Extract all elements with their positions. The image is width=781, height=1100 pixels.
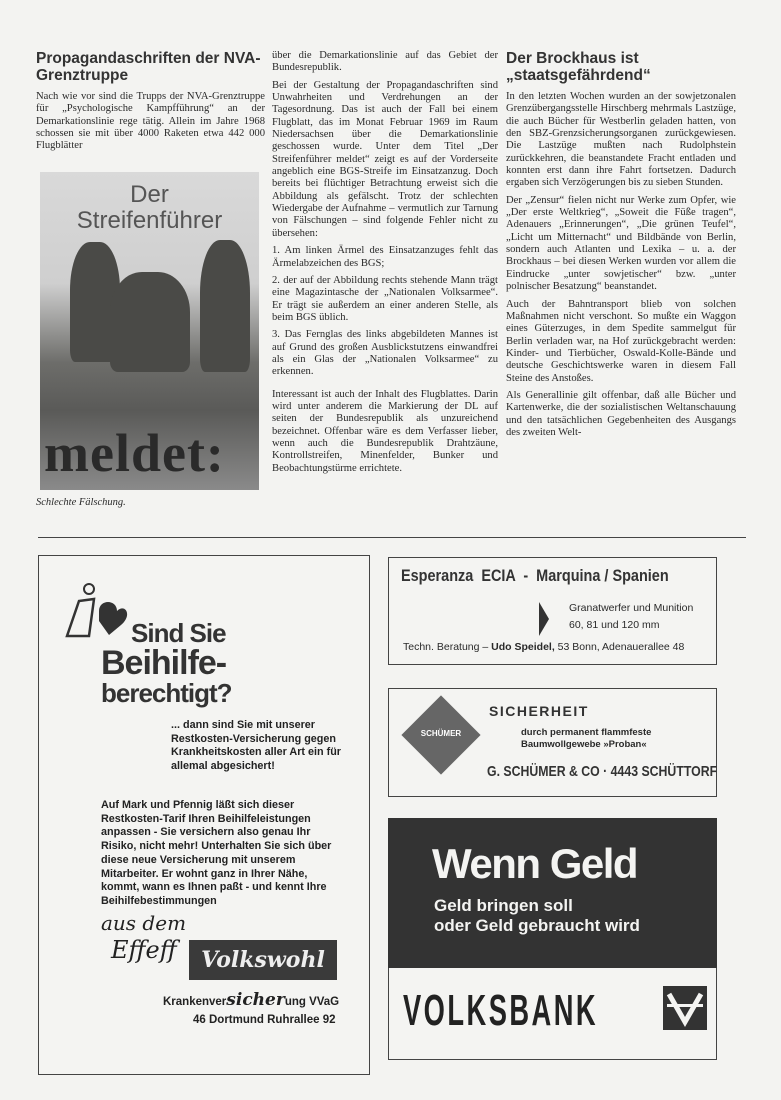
volksbank-banner	[388, 818, 717, 968]
ad-line: Baumwollgewebe »Proban«	[521, 739, 647, 750]
volkswohl-logo: Volkswohl	[189, 940, 337, 980]
script-aus-dem: aus dem	[101, 911, 187, 935]
poster-word: Streifenführer	[76, 207, 223, 234]
volksbank-logo-icon	[663, 986, 707, 1030]
headline-line3: berechtigt?	[101, 678, 232, 708]
ad-body: Auf Mark und Pfennig läßt sich dieser Restkosten-Tarif Ihren Beihilfeleistungen anpassen - Sie versichern also genau Ihr Risiko, nicht mehr! Unterhalten Sie sich über diese neue Versicherung mit unserem Mitarbeiter. Er wohnt ganz in Ihrer Nähe, kommt, wann es Ihnen paßt - und kennt Ihre Beihilfebestimmungen	[101, 799, 332, 907]
paragraph: 2. der auf der Abbildung rechts stehende Mann trägt eine Magazintasche der „Nationalen Volksarmee“. Er trägt sie außerdem an einer anderen Stelle, als beim BGS üblich.	[272, 274, 498, 323]
ad-title: Esperanza ECIA - Marquina / Spanien	[401, 566, 669, 585]
ad-esperanza	[388, 557, 717, 665]
volksbank-brand-box	[388, 968, 717, 1060]
product-sizes: 60, 81 und 120 mm	[569, 619, 660, 631]
headline-line2: Beihilfe-	[101, 644, 227, 682]
arrow-right-icon	[539, 602, 551, 636]
contact-name: Udo Speidel,	[491, 641, 555, 653]
company-line	[163, 990, 340, 1010]
article-brockhaus	[506, 50, 736, 444]
company-address: 46 Dortmund Ruhrallee 92	[193, 1014, 336, 1026]
contact-address: 53 Bonn, Adenauerallee 48	[554, 641, 685, 653]
headline: Wenn Geld	[432, 840, 638, 887]
paragraph: über die Demarkationslinie auf das Gebiet der Bundesrepublik.	[272, 50, 498, 74]
script-effeff: Effeff	[111, 936, 177, 964]
headline-line1: Sind Sie	[131, 618, 226, 648]
schuemer-logo: SCHÜMER	[420, 729, 462, 738]
article-propaganda	[36, 50, 265, 158]
paragraph: 1. Am linken Ärmel des Einsatzanzuges fehlt das Ärmelabzeichen des BGS;	[272, 245, 498, 269]
poster-headline	[40, 182, 259, 234]
paragraph: Interessant ist auch der Inhalt des Flugblattes. Darin wird unter anderem die Markierung der DL auf seiten der Bundesrepublik als unzureichend bezeichnet. Offenbar wäre es dem Verfasser lieber, wenn auch die Bundesrepublik Drahtzäune, Kontrollstreifen, Minenfelder, Bunker und Beobachtungstürme errichtete.	[272, 388, 498, 474]
leaflet-image	[40, 172, 259, 490]
article-title: Der Brockhaus ist „staatsgefährdend“	[506, 50, 651, 84]
article-continued	[272, 50, 498, 480]
contact-label: Techn. Beratung –	[403, 641, 492, 653]
paragraph: Auch der Bahntransport blieb von solchen Maßnahmen nicht verschont. So mußte ein Waggon eines Güterzuges, in dem Spedite sammelgut für Berlin verladen war, na Hof zurückgebracht werden: Kinder- und Tierbücher, Oswald-Kolle-Bände und deutsche Geschichtswerke waren in diesem Fall Steine des Anstoßes.	[506, 298, 736, 384]
ad-subtext: ... dann sind Sie mit unserer Restkosten-Versicherung gegen Krankheitskosten aller Art ein für allemal abgesichert!	[171, 719, 341, 773]
company-part: Krankenver	[163, 996, 227, 1008]
article-title: Propagandaschriften der NVA-Grenztruppe	[36, 50, 261, 84]
company-address: G. SCHÜMER & CO · 4443 SCHÜTTORF	[487, 763, 718, 780]
image-caption: Schlechte Fälschung.	[36, 497, 126, 508]
paragraph: Bei der Gestaltung der Propagandaschriften sind Unwahrheiten und Verdrehungen an der Tagesordnung. Das ist auch der Fall bei einem Flugblatt, das im Monat Februar 1969 im Raum Niedersachsen über die Demarkationslinie geschossen wurde. Unter dem Titel „Der Streifenführer meldet“ zeigt es auf der Vorderseite angeblich eine BGS-Streife im Einsatzanzug. Doch bereits bei flüchtiger Betrachtung erweist sich die Abbildung als gefälscht. Trotz der schlechten Wiedergabe der Aufnahme – vermutlich zur Tarnung von Fälschungen – sind folgende Fehler nicht zu übersehen:	[272, 79, 498, 239]
paragraph: Als Generallinie gilt offenbar, daß alle Bücher und Kartenwerke, die der sozialistischen Weltanschauung und den tatsächlichen Gegebenheiten des Ausgangs des zweiten Welt-	[506, 389, 736, 438]
ad-title: SICHERHEIT	[489, 703, 589, 719]
contact-line	[403, 641, 684, 653]
product-line: Granatwerfer und Munition	[569, 602, 694, 614]
poster-word: Der	[130, 181, 169, 208]
ad-line: durch permanent flammfeste	[521, 727, 652, 738]
company-part: ung VVaG	[284, 996, 340, 1008]
paragraph: Der „Zensur“ fielen nicht nur Werke zum Opfer, wie „Der erste Weltkrieg“, „Soweit die Füße tragen“, Adenauers „Erinnerungen“, „Die grünen Teufel“, „Licht um Mitternacht“ und Bildbände von Berlin, sondern auch Atlanten und Lexika – u. a. der Brockhaus – bei diesen Werken wurden vor allem die Eindrucke „unter sowjetischer“ bzw. „unter polnischer Besatzung“ beanstandet.	[506, 194, 736, 293]
tagline: Geld bringen soll	[434, 896, 573, 915]
tagline: oder Geld gebraucht wird	[434, 916, 640, 935]
poster-word-meldet: meldet:	[44, 423, 225, 483]
brand-name: VOLKSBANK	[403, 986, 599, 1035]
company-part: sicher	[226, 990, 285, 1010]
ad-volkswohl	[38, 555, 370, 1075]
soldier-figure	[110, 272, 190, 372]
paragraph: In den letzten Wochen wurden an der sowjetzonalen Grenzübergangsstelle Hirschberg mehrmals Lastzüge, die auch Bücher für Westberlin geladen hatten, von den SBZ-Grenzsicherungsorganen zurückgewiesen. Die Lastzüge mußten nach Rudolphstein zurückkehren, die beanstandete Fracht entladen und konnten erst dann ihre Fahrt fortsetzen. Dadurch ergaben sich Verzögerungen bis zu sieben Stunden.	[506, 91, 736, 189]
soldier-figure	[200, 240, 250, 372]
ad-volksbank	[388, 818, 717, 1060]
divider	[38, 537, 746, 538]
paragraph: 3. Das Fernglas des links abgebildeten Mannes ist auf Grund des großen Ausblickstutzens einwandfrei als ein Glas der „Nationalen Volksarmee“ zu erkennen.	[272, 329, 498, 378]
ad-schuemer	[388, 688, 717, 797]
paragraph: Nach wie vor sind die Trupps der NVA-Grenztruppe für „Psychologische Kampfführung“ an der Demarkationslinie rege tätig. Allein im Jahre 1968 schossen sie mit über 4000 Raketen etwa 442 000 Flugblätter	[36, 91, 265, 152]
doctor-heart-icon	[59, 581, 129, 641]
